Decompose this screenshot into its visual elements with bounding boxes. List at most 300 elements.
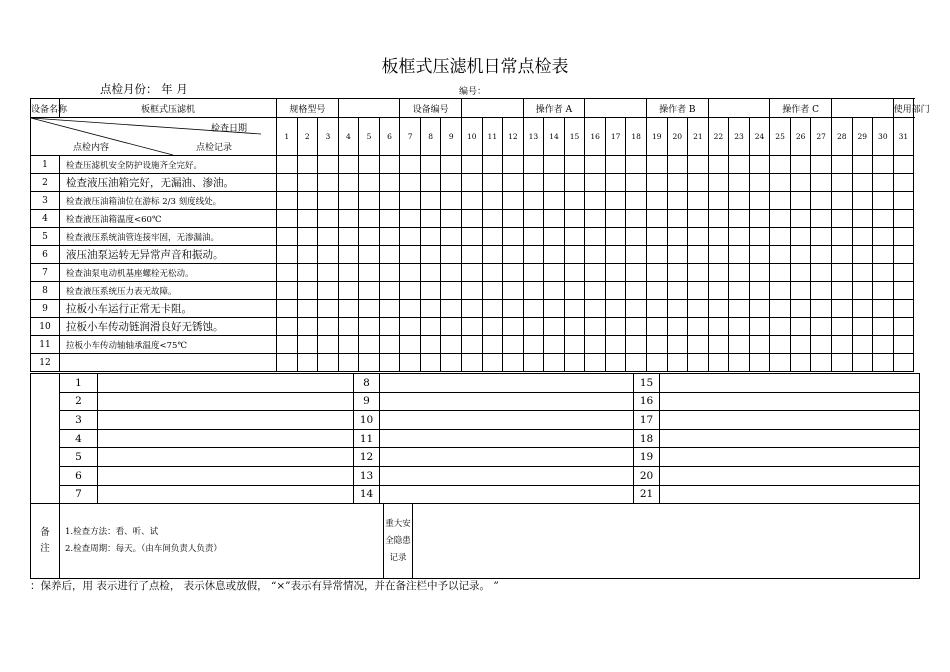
check-cell[interactable] [338,354,359,372]
sub-entry[interactable] [660,392,920,411]
check-cell[interactable] [482,156,503,174]
check-cell[interactable] [605,300,626,318]
check-cell[interactable] [626,354,647,372]
check-cell[interactable] [462,174,483,192]
check-cell[interactable] [605,282,626,300]
check-cell[interactable] [626,174,647,192]
check-cell[interactable] [688,264,709,282]
check-cell[interactable] [482,318,503,336]
check-cell[interactable] [482,354,503,372]
check-cell[interactable] [667,354,688,372]
check-cell[interactable] [626,228,647,246]
check-cell[interactable] [831,174,852,192]
sub-entry[interactable] [98,429,354,448]
check-cell[interactable] [646,354,667,372]
check-cell[interactable] [831,246,852,264]
check-cell[interactable] [420,192,441,210]
check-cell[interactable] [688,318,709,336]
check-cell[interactable] [523,282,544,300]
model-value[interactable] [338,99,400,118]
check-cell[interactable] [379,192,400,210]
check-cell[interactable] [688,300,709,318]
check-cell[interactable] [400,318,421,336]
check-cell[interactable] [605,264,626,282]
check-cell[interactable] [420,228,441,246]
check-cell[interactable] [688,282,709,300]
check-cell[interactable] [729,318,750,336]
check-cell[interactable] [790,354,811,372]
check-cell[interactable] [400,174,421,192]
check-cell[interactable] [359,282,380,300]
check-cell[interactable] [400,264,421,282]
check-cell[interactable] [544,174,565,192]
check-cell[interactable] [359,354,380,372]
check-cell[interactable] [626,192,647,210]
check-cell[interactable] [749,318,770,336]
check-cell[interactable] [811,354,832,372]
check-cell[interactable] [770,282,791,300]
check-cell[interactable] [646,228,667,246]
check-cell[interactable] [873,354,894,372]
check-cell[interactable] [585,246,606,264]
check-cell[interactable] [626,282,647,300]
check-cell[interactable] [503,336,524,354]
check-cell[interactable] [873,192,894,210]
check-cell[interactable] [318,282,339,300]
check-cell[interactable] [379,300,400,318]
check-cell[interactable] [441,210,462,228]
check-cell[interactable] [749,156,770,174]
check-cell[interactable] [893,156,914,174]
check-cell[interactable] [462,336,483,354]
check-cell[interactable] [626,336,647,354]
check-cell[interactable] [420,246,441,264]
check-cell[interactable] [873,246,894,264]
check-cell[interactable] [770,354,791,372]
device-no-value[interactable] [462,99,524,118]
check-cell[interactable] [379,210,400,228]
check-cell[interactable] [462,192,483,210]
check-cell[interactable] [893,336,914,354]
check-cell[interactable] [544,210,565,228]
check-cell[interactable] [482,282,503,300]
check-cell[interactable] [811,264,832,282]
check-cell[interactable] [379,228,400,246]
check-cell[interactable] [770,156,791,174]
check-cell[interactable] [770,264,791,282]
check-cell[interactable] [400,246,421,264]
check-cell[interactable] [564,174,585,192]
check-cell[interactable] [729,192,750,210]
check-cell[interactable] [297,174,318,192]
check-cell[interactable] [379,318,400,336]
check-cell[interactable] [667,228,688,246]
check-cell[interactable] [297,264,318,282]
check-cell[interactable] [338,228,359,246]
check-cell[interactable] [770,210,791,228]
check-cell[interactable] [873,174,894,192]
check-cell[interactable] [749,282,770,300]
check-cell[interactable] [277,192,298,210]
check-cell[interactable] [441,156,462,174]
check-cell[interactable] [831,156,852,174]
check-cell[interactable] [749,354,770,372]
check-cell[interactable] [585,282,606,300]
check-cell[interactable] [811,282,832,300]
check-cell[interactable] [503,174,524,192]
check-cell[interactable] [482,228,503,246]
check-cell[interactable] [400,192,421,210]
check-cell[interactable] [852,336,873,354]
check-cell[interactable] [811,228,832,246]
check-cell[interactable] [318,246,339,264]
check-cell[interactable] [585,318,606,336]
check-cell[interactable] [646,192,667,210]
check-cell[interactable] [379,246,400,264]
check-cell[interactable] [400,336,421,354]
check-cell[interactable] [831,318,852,336]
check-cell[interactable] [790,336,811,354]
check-cell[interactable] [564,210,585,228]
check-cell[interactable] [544,300,565,318]
check-cell[interactable] [873,282,894,300]
check-cell[interactable] [277,354,298,372]
check-cell[interactable] [277,246,298,264]
check-cell[interactable] [873,336,894,354]
check-cell[interactable] [523,354,544,372]
check-cell[interactable] [729,282,750,300]
sub-entry[interactable] [380,485,634,504]
check-cell[interactable] [400,354,421,372]
check-cell[interactable] [605,174,626,192]
check-cell[interactable] [646,210,667,228]
check-cell[interactable] [688,336,709,354]
check-cell[interactable] [523,318,544,336]
check-cell[interactable] [523,336,544,354]
check-cell[interactable] [749,228,770,246]
operator-c-value[interactable] [831,99,893,118]
check-cell[interactable] [462,300,483,318]
check-cell[interactable] [359,156,380,174]
sub-entry[interactable] [660,411,920,430]
check-cell[interactable] [749,174,770,192]
check-cell[interactable] [441,246,462,264]
check-cell[interactable] [318,354,339,372]
sub-entry[interactable] [380,448,634,467]
check-cell[interactable] [585,354,606,372]
check-cell[interactable] [544,318,565,336]
check-cell[interactable] [667,282,688,300]
check-cell[interactable] [708,264,729,282]
check-cell[interactable] [605,228,626,246]
check-cell[interactable] [277,210,298,228]
check-cell[interactable] [297,192,318,210]
check-cell[interactable] [379,264,400,282]
check-cell[interactable] [441,282,462,300]
check-cell[interactable] [338,264,359,282]
check-cell[interactable] [318,264,339,282]
check-cell[interactable] [503,156,524,174]
check-cell[interactable] [441,228,462,246]
check-cell[interactable] [749,246,770,264]
check-cell[interactable] [708,156,729,174]
check-cell[interactable] [359,174,380,192]
check-cell[interactable] [297,246,318,264]
check-cell[interactable] [749,264,770,282]
check-cell[interactable] [297,318,318,336]
check-cell[interactable] [297,282,318,300]
check-cell[interactable] [708,174,729,192]
check-cell[interactable] [503,300,524,318]
check-cell[interactable] [338,300,359,318]
check-cell[interactable] [297,336,318,354]
sub-entry[interactable] [98,485,354,504]
check-cell[interactable] [585,192,606,210]
check-cell[interactable] [688,246,709,264]
check-cell[interactable] [605,336,626,354]
check-cell[interactable] [770,300,791,318]
check-cell[interactable] [729,174,750,192]
check-cell[interactable] [749,336,770,354]
check-cell[interactable] [564,156,585,174]
check-cell[interactable] [831,264,852,282]
check-cell[interactable] [277,300,298,318]
check-cell[interactable] [831,300,852,318]
check-cell[interactable] [297,228,318,246]
check-cell[interactable] [503,192,524,210]
check-cell[interactable] [544,264,565,282]
sub-entry[interactable] [98,466,354,485]
check-cell[interactable] [646,300,667,318]
check-cell[interactable] [873,210,894,228]
check-cell[interactable] [626,246,647,264]
check-cell[interactable] [400,300,421,318]
check-cell[interactable] [564,192,585,210]
check-cell[interactable] [831,354,852,372]
check-cell[interactable] [441,264,462,282]
check-cell[interactable] [297,300,318,318]
check-cell[interactable] [544,192,565,210]
check-cell[interactable] [564,282,585,300]
check-cell[interactable] [359,210,380,228]
check-cell[interactable] [811,174,832,192]
check-cell[interactable] [564,318,585,336]
check-cell[interactable] [564,300,585,318]
check-cell[interactable] [318,318,339,336]
check-cell[interactable] [667,192,688,210]
check-cell[interactable] [770,228,791,246]
check-cell[interactable] [667,318,688,336]
sub-entry[interactable] [98,448,354,467]
check-cell[interactable] [441,318,462,336]
check-cell[interactable] [893,318,914,336]
check-cell[interactable] [708,318,729,336]
check-cell[interactable] [359,192,380,210]
check-cell[interactable] [605,156,626,174]
check-cell[interactable] [708,210,729,228]
check-cell[interactable] [359,318,380,336]
check-cell[interactable] [688,354,709,372]
check-cell[interactable] [564,264,585,282]
check-cell[interactable] [831,282,852,300]
check-cell[interactable] [688,156,709,174]
check-cell[interactable] [626,264,647,282]
check-cell[interactable] [503,264,524,282]
check-cell[interactable] [441,336,462,354]
check-cell[interactable] [503,228,524,246]
check-cell[interactable] [893,300,914,318]
check-cell[interactable] [544,336,565,354]
check-cell[interactable] [585,336,606,354]
check-cell[interactable] [688,210,709,228]
operator-b-value[interactable] [708,99,770,118]
check-cell[interactable] [359,264,380,282]
check-cell[interactable] [852,246,873,264]
check-cell[interactable] [482,174,503,192]
check-cell[interactable] [379,354,400,372]
check-cell[interactable] [852,210,873,228]
check-cell[interactable] [318,336,339,354]
check-cell[interactable] [338,246,359,264]
check-cell[interactable] [893,174,914,192]
sub-entry[interactable] [98,374,354,393]
check-cell[interactable] [318,210,339,228]
check-cell[interactable] [646,264,667,282]
check-cell[interactable] [852,174,873,192]
check-cell[interactable] [318,300,339,318]
check-cell[interactable] [852,264,873,282]
check-cell[interactable] [893,354,914,372]
check-cell[interactable] [688,174,709,192]
check-cell[interactable] [811,210,832,228]
check-cell[interactable] [790,156,811,174]
check-cell[interactable] [708,336,729,354]
check-cell[interactable] [420,354,441,372]
check-cell[interactable] [482,264,503,282]
check-cell[interactable] [790,246,811,264]
check-cell[interactable] [379,282,400,300]
check-cell[interactable] [297,156,318,174]
sub-entry[interactable] [660,466,920,485]
check-cell[interactable] [708,228,729,246]
check-cell[interactable] [420,174,441,192]
check-cell[interactable] [318,228,339,246]
check-cell[interactable] [790,174,811,192]
check-cell[interactable] [359,300,380,318]
check-cell[interactable] [852,156,873,174]
check-cell[interactable] [420,264,441,282]
check-cell[interactable] [585,174,606,192]
check-cell[interactable] [646,174,667,192]
check-cell[interactable] [729,300,750,318]
check-cell[interactable] [462,282,483,300]
check-cell[interactable] [749,192,770,210]
check-cell[interactable] [688,228,709,246]
check-cell[interactable] [482,300,503,318]
check-cell[interactable] [605,246,626,264]
check-cell[interactable] [646,282,667,300]
check-cell[interactable] [873,228,894,246]
check-cell[interactable] [667,300,688,318]
check-cell[interactable] [400,156,421,174]
check-cell[interactable] [626,210,647,228]
check-cell[interactable] [605,210,626,228]
check-cell[interactable] [564,246,585,264]
check-cell[interactable] [852,300,873,318]
check-cell[interactable] [482,192,503,210]
check-cell[interactable] [790,228,811,246]
sub-entry[interactable] [660,485,920,504]
check-cell[interactable] [277,174,298,192]
check-cell[interactable] [831,228,852,246]
check-cell[interactable] [770,336,791,354]
check-cell[interactable] [441,300,462,318]
check-cell[interactable] [749,300,770,318]
check-cell[interactable] [420,156,441,174]
check-cell[interactable] [729,264,750,282]
check-cell[interactable] [462,210,483,228]
check-cell[interactable] [790,282,811,300]
check-cell[interactable] [503,354,524,372]
check-cell[interactable] [770,192,791,210]
check-cell[interactable] [893,192,914,210]
check-cell[interactable] [667,336,688,354]
check-cell[interactable] [523,192,544,210]
check-cell[interactable] [503,210,524,228]
check-cell[interactable] [667,210,688,228]
check-cell[interactable] [646,156,667,174]
check-cell[interactable] [605,192,626,210]
check-cell[interactable] [277,336,298,354]
check-cell[interactable] [503,282,524,300]
check-cell[interactable] [544,282,565,300]
check-cell[interactable] [318,192,339,210]
check-cell[interactable] [873,300,894,318]
check-cell[interactable] [585,228,606,246]
check-cell[interactable] [749,210,770,228]
check-cell[interactable] [729,228,750,246]
check-cell[interactable] [523,228,544,246]
check-cell[interactable] [852,318,873,336]
check-cell[interactable] [605,354,626,372]
check-cell[interactable] [893,264,914,282]
check-cell[interactable] [544,354,565,372]
check-cell[interactable] [277,282,298,300]
check-cell[interactable] [359,228,380,246]
check-cell[interactable] [420,336,441,354]
check-cell[interactable] [338,282,359,300]
check-cell[interactable] [873,156,894,174]
check-cell[interactable] [462,228,483,246]
check-cell[interactable] [708,282,729,300]
check-cell[interactable] [729,336,750,354]
check-cell[interactable] [811,246,832,264]
check-cell[interactable] [873,264,894,282]
check-cell[interactable] [523,156,544,174]
check-cell[interactable] [318,174,339,192]
check-cell[interactable] [420,300,441,318]
check-cell[interactable] [811,156,832,174]
check-cell[interactable] [729,246,750,264]
check-cell[interactable] [523,246,544,264]
check-cell[interactable] [482,336,503,354]
check-cell[interactable] [708,246,729,264]
check-cell[interactable] [277,264,298,282]
check-cell[interactable] [626,156,647,174]
check-cell[interactable] [277,318,298,336]
check-cell[interactable] [441,354,462,372]
sub-entry[interactable] [380,392,634,411]
